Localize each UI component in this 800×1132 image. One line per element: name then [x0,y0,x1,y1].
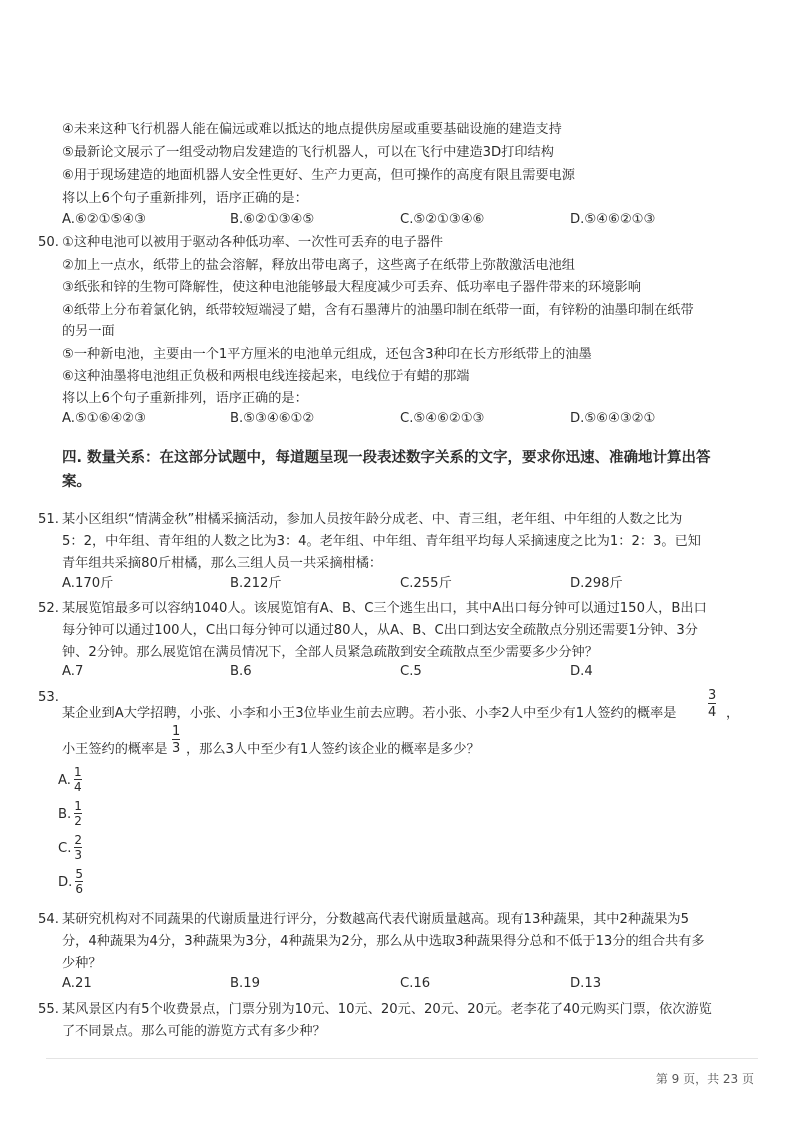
option-fraction [74,834,82,862]
q52-option-b: B.6 [230,664,252,679]
q50-sentence-1: ①这种电池可以被用于驱动各种低功率、一次性可丢弃的电子器件 [62,235,444,250]
q54-line-2: 分，4种蔬果为4分，3种蔬果为3分，4种蔬果为2分，那么从中选取3种蔬果得分总和不低于13分的组合共有多 [62,934,705,949]
q51-option-d: D.298斤 [570,576,623,591]
option-label: A. [58,773,71,788]
q53-option-d [58,868,86,896]
q53-line-1-tail: ， [726,706,740,721]
q50-sentence-2: ②加上一点水，纸带上的盐会溶解，释放出带电离子，这些离子在纸带上弥散激活电池组 [62,258,575,273]
q51-line-1: 某小区组织“情满金秋”柑橘采摘活动，参加人员按年龄分成老、中、青三组，老年组、中年组的人数之比为 [62,512,683,527]
q54-line-3: 少种？ [62,956,102,971]
footer-divider [46,1058,758,1059]
fraction-numerator: 3 [708,688,717,703]
q52-line-3: 钟、2分钟。那么展览馆在满员情况下，全部人员紧急疏散到安全疏散点至少需要多少分钟？ [62,645,598,660]
q50-option-a: A.⑤①⑥④②③ [62,411,146,426]
q53-option-c [58,834,85,862]
q54-option-d: D.13 [570,976,602,991]
fraction-denominator: 2 [74,814,82,828]
q53-line-2-start: 小王签约的概率是 [62,742,168,757]
q53-option-b [58,800,85,828]
q52-option-c: C.5 [400,664,422,679]
q53-option-a [58,766,85,794]
q49-sentence-6: ⑥用于现场建造的地面机器人安全性更好、生产力更高，但可操作的高度有限且需要电源 [62,168,575,183]
q55-number: 55. [38,1002,59,1017]
q50-option-b: B.⑤③④⑥①② [230,411,315,426]
option-fraction [74,766,82,794]
q49-sentence-4: ④未来这种飞行机器人能在偏远或难以抵达的地点提供房屋或重要基础设施的建造支持 [62,122,562,137]
q51-option-c: C.255斤 [400,576,452,591]
q51-line-3: 青年组共采摘80斤柑橘，那么三组人员一共采摘柑橘： [62,556,383,571]
q54-number: 54. [38,912,59,927]
q50-option-c: C.⑤④⑥②①③ [400,411,485,426]
q52-line-2: 每分钟可以通过100人，C出口每分钟可以通过80人，从A、B、C出口到达安全疏散点分别还需要1分钟、3分 [62,623,698,638]
q49-sentence-5: ⑤最新论文展示了一组受动物启发建造的飞行机器人，可以在飞行中建造3D打印结构 [62,145,554,160]
section-heading: 四. 数量关系：在这部分试题中，每道题呈现一段表述数字关系的文字，要求你迅速、准确地计算出答 [62,450,711,466]
option-label: D. [58,875,73,890]
q50-prompt: 将以上6个句子重新排列，语序正确的是： [62,391,308,406]
option-label: C. [58,841,72,856]
fraction-denominator: 3 [74,848,83,862]
fraction-numerator: 5 [75,867,83,881]
section-heading-cont: 案。 [62,474,91,490]
q53-line-2-end: ，那么3人中至少有1人签约该企业的概率是多少？ [186,742,480,757]
q53-line-1: 某企业到A大学招聘，小张、小李和小王3位毕业生前去应聘。若小张、小李2人中至少有1人签约的概率是 [62,706,677,721]
option-fraction [75,868,83,896]
q51-option-a: A.170斤 [62,576,114,591]
q55-line-1: 某风景区内有5个收费景点，门票分别为10元、10元、20元、20元、20元。老李花了40元购买门票，依次游览 [62,1002,712,1017]
q50-sentence-6: ⑥这种油墨将电池组正负极和两根电线连接起来，电线位于有蜡的那端 [62,369,470,384]
q50-sentence-5: ⑤一种新电池，主要由一个1平方厘米的电池单元组成，还包含3种印在长方形纸带上的油墨 [62,347,592,362]
option-label: B. [58,807,72,822]
q54-option-c: C.16 [400,976,431,991]
fraction-denominator: 4 [708,705,717,720]
fraction-denominator: 6 [75,882,83,896]
q51-line-2: 5：2，中年组、青年组的人数之比为3：4。老年组、中年组、青年组平均每人采摘速度之比为1：2：3。已知 [62,534,701,549]
q50-sentence-4: ④纸带上分布着氯化钠，纸带较短端浸了蜡，含有石墨薄片的油墨印制在纸带一面，有锌粉的油墨印制在纸带 [62,303,694,318]
q51-option-b: B.212斤 [230,576,282,591]
q49-option-b: B.⑥②①③④⑤ [230,212,315,227]
q50-sentence-3: ③纸张和锌的生物可降解性，使这种电池能够最大程度减少可丢弃、低功率电子器件带来的环境影响 [62,280,641,295]
q52-option-a: A.7 [62,664,84,679]
q55-line-2: 了不同景点。那么可能的游览方式有多少种？ [62,1024,326,1039]
q54-option-b: B.19 [230,976,261,991]
q53-number: 53. [38,690,59,705]
q50-sentence-4-cont: 的另一面 [62,324,115,339]
q52-line-1: 某展览馆最多可以容纳1040人。该展览馆有A、B、C三个逃生出口，其中A出口每分钟可以通过150人，B出口 [62,601,707,616]
q49-option-c: C.⑤②①③④⑥ [400,212,485,227]
q49-option-a: A.⑥②①⑤④③ [62,212,146,227]
fraction-numerator: 1 [74,799,82,813]
page-number: 第 9 页，共 23 页 [655,1072,754,1086]
q49-prompt: 将以上6个句子重新排列，语序正确的是： [62,191,308,206]
q52-option-d: D.4 [570,664,593,679]
fraction-numerator: 1 [73,765,82,779]
q50-option-d: D.⑤⑥④③②① [570,411,656,426]
option-fraction [74,800,82,828]
q53-fraction-one-third [172,724,180,756]
fraction-denominator: 3 [172,741,181,756]
q49-option-d: D.⑤④⑥②①③ [570,212,656,227]
q54-option-a: A.21 [62,976,92,991]
q50-number: 50. [38,235,59,250]
fraction-denominator: 4 [73,780,82,794]
q51-number: 51. [38,512,59,527]
q54-line-1: 某研究机构对不同蔬果的代谢质量进行评分，分数越高代表代谢质量越高。现有13种蔬果，其中2种蔬果为5 [62,912,689,927]
q53-fraction-three-quarters [708,688,716,720]
q52-number: 52. [38,601,59,616]
fraction-numerator: 1 [172,724,181,739]
fraction-numerator: 2 [74,833,83,847]
